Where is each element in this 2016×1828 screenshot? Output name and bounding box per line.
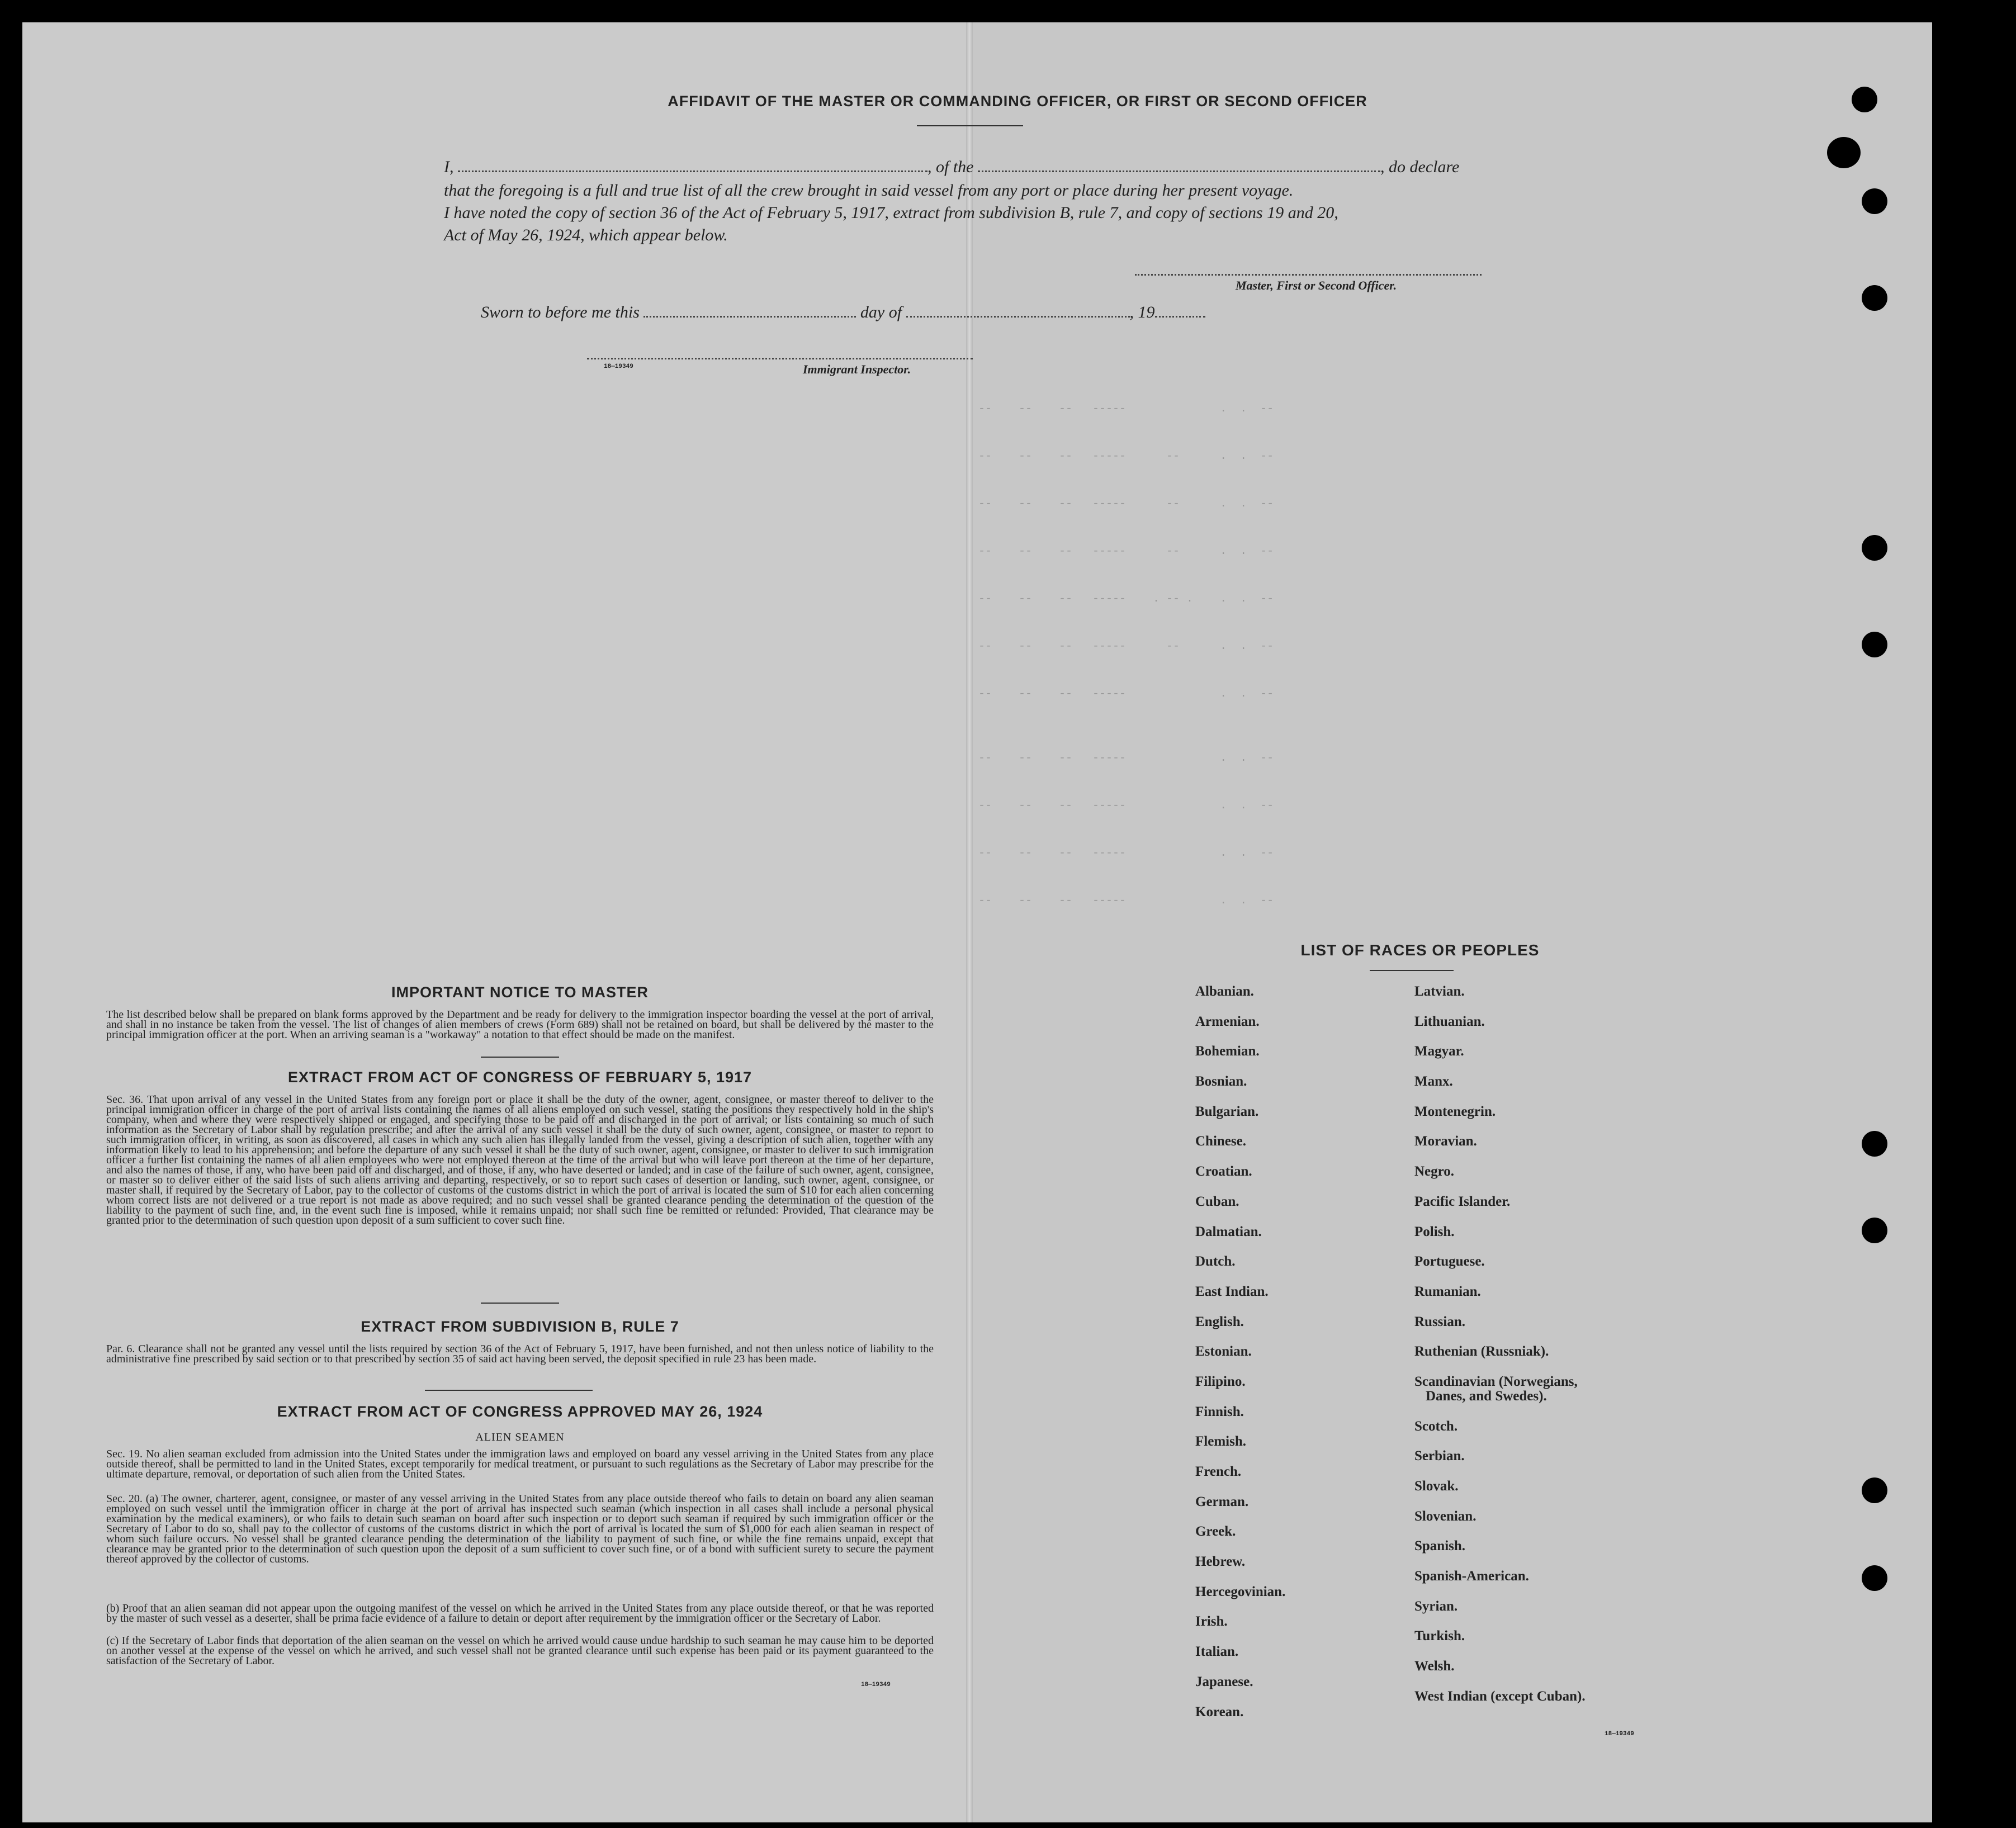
race-item: Korean.	[1195, 1704, 1244, 1720]
extract-1924-sec20b: (b) Proof that an alien seaman did not appear upon the outgoing manifest of the vessel on which he arrived in the United States from any place outside thereof, or that he was reported by the master of such vessel as a deserter, shall be prima facie evidence of a failure to detain or deport after requirement by the immigration officer or the Secretary of Labor.	[106, 1602, 934, 1625]
section-rule	[481, 1057, 559, 1058]
subdivision-b-title: EXTRACT FROM SUBDIVISION B, RULE 7	[361, 1318, 679, 1335]
race-item: Dutch.	[1195, 1254, 1236, 1270]
bleed-through-text: -- -- -- ----- . . --	[978, 752, 1274, 765]
binder-hole	[1862, 1218, 1887, 1243]
affidavit-line-3: I have noted the copy of section 36 of the Act of February 5, 1917, extract from subdivision B, rule 7, and copy of sections 19 and 20,	[444, 203, 1338, 222]
year-label: , 19	[1129, 303, 1155, 321]
form-number-top: 18—19349	[604, 363, 633, 370]
race-item: Moravian.	[1414, 1134, 1477, 1149]
sworn-month-field[interactable]	[906, 316, 1130, 318]
race-item: Serbian.	[1414, 1448, 1465, 1464]
extract-1924-sec20a: Sec. 20. (a) The owner, charterer, agent, consignee, or master of any vessel arriving in the United States from any place outside thereof who fails to detain on board any alien seaman employed on such vessel until the immigration officer in charge at the port of arrival has inspected such seaman (which inspection in all cases shall include a personal physical examination by the medical examiners), or who fails to detain such seaman on board after such inspection or to deport such seaman if required by such immigration officer or the Secretary of Labor to do so, shall pay to the collector of customs of the customs district in which the port of arrival is located the sum of $1,000 for each alien seaman in respect of whom such failure occurs. No vessel shall be granted clearance pending the determination of the liability to payment of such fine, or while the fine remains unpaid, except that clearance may be granted prior to the determination of such question upon the deposit of a sum sufficient to cover such fine, or of a bond with sufficient surety to secure the payment thereof approved by the collector of customs.	[106, 1493, 934, 1565]
race-item: Dalmatian.	[1195, 1224, 1262, 1239]
race-item: German.	[1195, 1494, 1249, 1509]
race-item: Ruthenian (Russniak).	[1414, 1344, 1549, 1360]
extract-1924-title: EXTRACT FROM ACT OF CONGRESS APPROVED MAY 26, 1924	[277, 1403, 763, 1420]
document-sheet	[22, 22, 1932, 1822]
race-item: East Indian.	[1195, 1284, 1269, 1299]
race-item: Filipino.	[1195, 1374, 1246, 1389]
race-item: English.	[1195, 1314, 1244, 1329]
extract-1924-sec20c: (c) If the Secretary of Labor finds that deportation of the alien seaman on the vessel on which he arrived would cause undue hardship to such seaman he may cause him to be deported on another vessel at the expense of the vessel on which he arrived, and such vessel shall not be granted clearance until such expense has been paid or its payment guaranteed to the satisfaction of the Secretary of Labor.	[106, 1635, 934, 1667]
race-item: Slovak.	[1414, 1479, 1459, 1494]
race-item: Bulgarian.	[1195, 1104, 1259, 1119]
vessel-name-field[interactable]	[978, 171, 1380, 172]
race-item: Albanian.	[1195, 984, 1254, 999]
race-item: Pacific Islander.	[1414, 1194, 1511, 1209]
race-item: Croatian.	[1195, 1164, 1252, 1180]
races-rule	[1370, 970, 1454, 971]
race-item: Bosnian.	[1195, 1074, 1247, 1090]
race-item: Turkish.	[1414, 1628, 1465, 1644]
race-item: Russian.	[1414, 1314, 1466, 1329]
race-item: Hercegovinian.	[1195, 1584, 1286, 1599]
race-item: West Indian (except Cuban).	[1414, 1688, 1586, 1704]
race-item: Negro.	[1414, 1164, 1455, 1180]
race-item: Lithuanian.	[1414, 1014, 1485, 1029]
race-item: Rumanian.	[1414, 1284, 1481, 1299]
notice-title: IMPORTANT NOTICE TO MASTER	[391, 984, 649, 1001]
bleed-through-text: -- -- -- ----- . . --	[978, 688, 1274, 700]
declarant-name-field[interactable]	[458, 171, 927, 172]
race-item: Estonian.	[1195, 1344, 1252, 1360]
race-item: Irish.	[1195, 1614, 1228, 1630]
race-item: Hebrew.	[1195, 1554, 1246, 1570]
binder-hole	[1827, 137, 1861, 168]
extract-1924-sec19: Sec. 19. No alien seaman excluded from admission into the United States under the immigration laws and employed on board any vessel arriving in the United States from any place outside thereof, shall be permitted to land in the United States, except temporarily for medical treatment, or pursuant to such regulations as the Secretary of Labor may prescribe for the ultimate departure, removal, or deportation of such alien from the United States.	[106, 1448, 934, 1480]
binder-hole	[1862, 1565, 1887, 1591]
page-fold	[966, 22, 973, 1822]
race-item: French.	[1195, 1464, 1242, 1479]
race-item: Cuban.	[1195, 1194, 1239, 1209]
section-rule	[481, 1303, 559, 1304]
race-item: Spanish-American.	[1414, 1569, 1529, 1584]
race-item: Bohemian.	[1195, 1044, 1260, 1059]
race-item: Danes, and Swedes).	[1426, 1388, 1547, 1404]
binder-hole	[1862, 1477, 1887, 1503]
bleed-through-text: -- -- -- ----- -- . . --	[978, 640, 1274, 653]
bleed-through-text: -- -- -- ----- -- . . --	[978, 545, 1274, 558]
race-item: Slovenian.	[1414, 1508, 1476, 1524]
bleed-through-text: -- -- -- ----- . . --	[978, 402, 1274, 415]
race-item: Manx.	[1414, 1074, 1453, 1090]
race-item: Armenian.	[1195, 1014, 1260, 1029]
race-item: Spanish.	[1414, 1538, 1466, 1554]
binder-hole	[1862, 285, 1887, 311]
sworn-line	[481, 301, 1319, 324]
race-item: Japanese.	[1195, 1674, 1253, 1689]
declarant-label: I,	[444, 158, 454, 176]
race-item: Magyar.	[1414, 1044, 1464, 1059]
binder-hole	[1862, 535, 1887, 561]
affidavit-line-4: Act of May 26, 1924, which appear below.	[444, 226, 728, 244]
section-rule	[425, 1390, 593, 1391]
vessel-label: , of the	[927, 158, 974, 176]
race-item: Flemish.	[1195, 1434, 1246, 1450]
bleed-through-text: -- -- -- ----- . -- . . . --	[978, 593, 1274, 605]
races-title: LIST OF RACES OR PEOPLES	[1300, 941, 1540, 959]
races-left-column	[1195, 984, 1285, 1734]
form-number-right: 18—19349	[1605, 1731, 1634, 1737]
day-of-label: day of	[860, 303, 902, 321]
race-item: Syrian.	[1414, 1598, 1458, 1614]
notice-text: The list described below shall be prepared on blank forms approved by the Department and be ready for delivery to the immigration inspector boarding the vessel at the port of arrival, and shall in no instance be taken from the vessel. The list of changes of alien members of crews (Form 689) shall not be retained on board, but shall be delivered by the master to the principal immigration officer at the port. When an arriving seaman is a "workaway" a notation to that effect should be made on the manifest.	[106, 1008, 934, 1041]
race-item: Chinese.	[1195, 1134, 1246, 1149]
affidavit-title: AFFIDAVIT OF THE MASTER OR COMMANDING OFFICER, OR FIRST OR SECOND OFFICER	[668, 93, 1367, 110]
race-item: Italian.	[1195, 1644, 1239, 1660]
binder-hole	[1862, 632, 1887, 657]
master-signature-line[interactable]	[1135, 274, 1482, 276]
race-item: Montenegrin.	[1414, 1104, 1496, 1119]
binder-hole	[1852, 87, 1877, 112]
inspector-signature-line[interactable]	[587, 358, 973, 359]
bleed-through-text: -- -- -- ----- . . --	[978, 894, 1274, 907]
binder-hole	[1862, 188, 1887, 214]
affidavit-line-1	[444, 155, 1707, 178]
race-item: Welsh.	[1414, 1659, 1455, 1674]
bleed-through-text: -- -- -- ----- . . --	[978, 847, 1274, 860]
alien-seamen-subtitle: ALIEN SEAMEN	[475, 1431, 565, 1443]
sworn-year-field[interactable]	[1155, 316, 1205, 318]
master-signature-label: Master, First or Second Officer.	[1236, 278, 1397, 292]
subdivision-b-text: Par. 6. Clearance shall not be granted any vessel until the lists required by section 36 of the Act of February 5, 1917, have been furnished, and not then unless notice of liability to the administrative fine prescribed by said section or to that prescribed by section 35 of said act having been served, the deposit specified in rule 23 has been made.	[106, 1343, 934, 1365]
form-number-left: 18—19349	[861, 1682, 891, 1688]
races-right-column	[1414, 984, 1586, 1719]
bleed-through-text: -- -- -- ----- -- . . --	[978, 498, 1274, 510]
sworn-label: Sworn to before me this	[481, 303, 640, 321]
extract-1917-text: Sec. 36. That upon arrival of any vessel in the United States from any foreign port or place it shall be the duty of the owner, agent, consignee, or master thereof to deliver to the principal immigration officer in charge of the port of arrival lists containing the names of all aliens employed on such vessel, stating the positions they respectively hold in the ship's company, when and where they were respectively shipped or engaged, and specifying those to be paid off and discharged in the port of arrival; or lists containing so much of such information as the Secretary of Labor shall by regulation prescribe; and after the arrival of any such vessel it shall be the duty of such owner, agent, consignee, or master to report to such immigration officer, in writing, as soon as discovered, all cases in which any such alien has illegally landed from the vessel, giving a description of such alien, together with any information likely to lead to his apprehension; and before the departure of any such vessel it shall be the duty of such owner, agent, consignee, or master to deliver to such immigration officer a further list containing the names of all alien employees who were not employed thereon at the time of the arrival but who will leave port thereon at the time of her departure, and also the names of those, if any, who have been paid off and discharged, and of those, if any, who have deserted or landed; and in case of the failure of such owner, agent, consignee, or master so to deliver either of the said lists of such aliens arriving and departing, respectively, or so to report such cases of desertion or landing, such owner, agent, consignee, or master shall, if required by the Secretary of Labor, pay to the collector of customs of the customs district in which the port of arrival is located the sum of $10 for each alien concerning whom correct lists are not delivered or a true report is not made as above required; and no such vessel shall be granted clearance pending the determination of the question of the liability to the payment of such fine, and, in the event such fine is imposed, while it remains unpaid; nor shall such fine be remitted or refunded: Provided, That clearance may be granted prior to the determination of such question upon deposit of a sum sufficient to cover such fine.	[106, 1093, 934, 1226]
extract-1917-title: EXTRACT FROM ACT OF CONGRESS OF FEBRUARY 5, 1917	[287, 1069, 753, 1086]
race-item: Scotch.	[1414, 1418, 1458, 1434]
binder-hole	[1862, 1131, 1887, 1157]
race-item: Greek.	[1195, 1524, 1236, 1540]
race-item: Finnish.	[1195, 1404, 1244, 1419]
sworn-day-field[interactable]	[643, 316, 856, 318]
race-item: Latvian.	[1414, 984, 1465, 999]
inspector-signature-label: Immigrant Inspector.	[803, 362, 911, 376]
race-item: Portuguese.	[1414, 1254, 1485, 1270]
affidavit-line-2: that the foregoing is a full and true list of all the crew brought in said vessel from any port or place during her present voyage.	[444, 181, 1294, 200]
bleed-through-text: -- -- -- ----- -- . . --	[978, 450, 1274, 463]
race-item: Polish.	[1414, 1224, 1455, 1239]
declare-label: , do declare	[1380, 158, 1460, 176]
bleed-through-text: -- -- -- ----- . . --	[978, 799, 1274, 812]
title-rule	[917, 125, 1023, 126]
race-item: Scandinavian (Norwegians,	[1414, 1374, 1578, 1389]
